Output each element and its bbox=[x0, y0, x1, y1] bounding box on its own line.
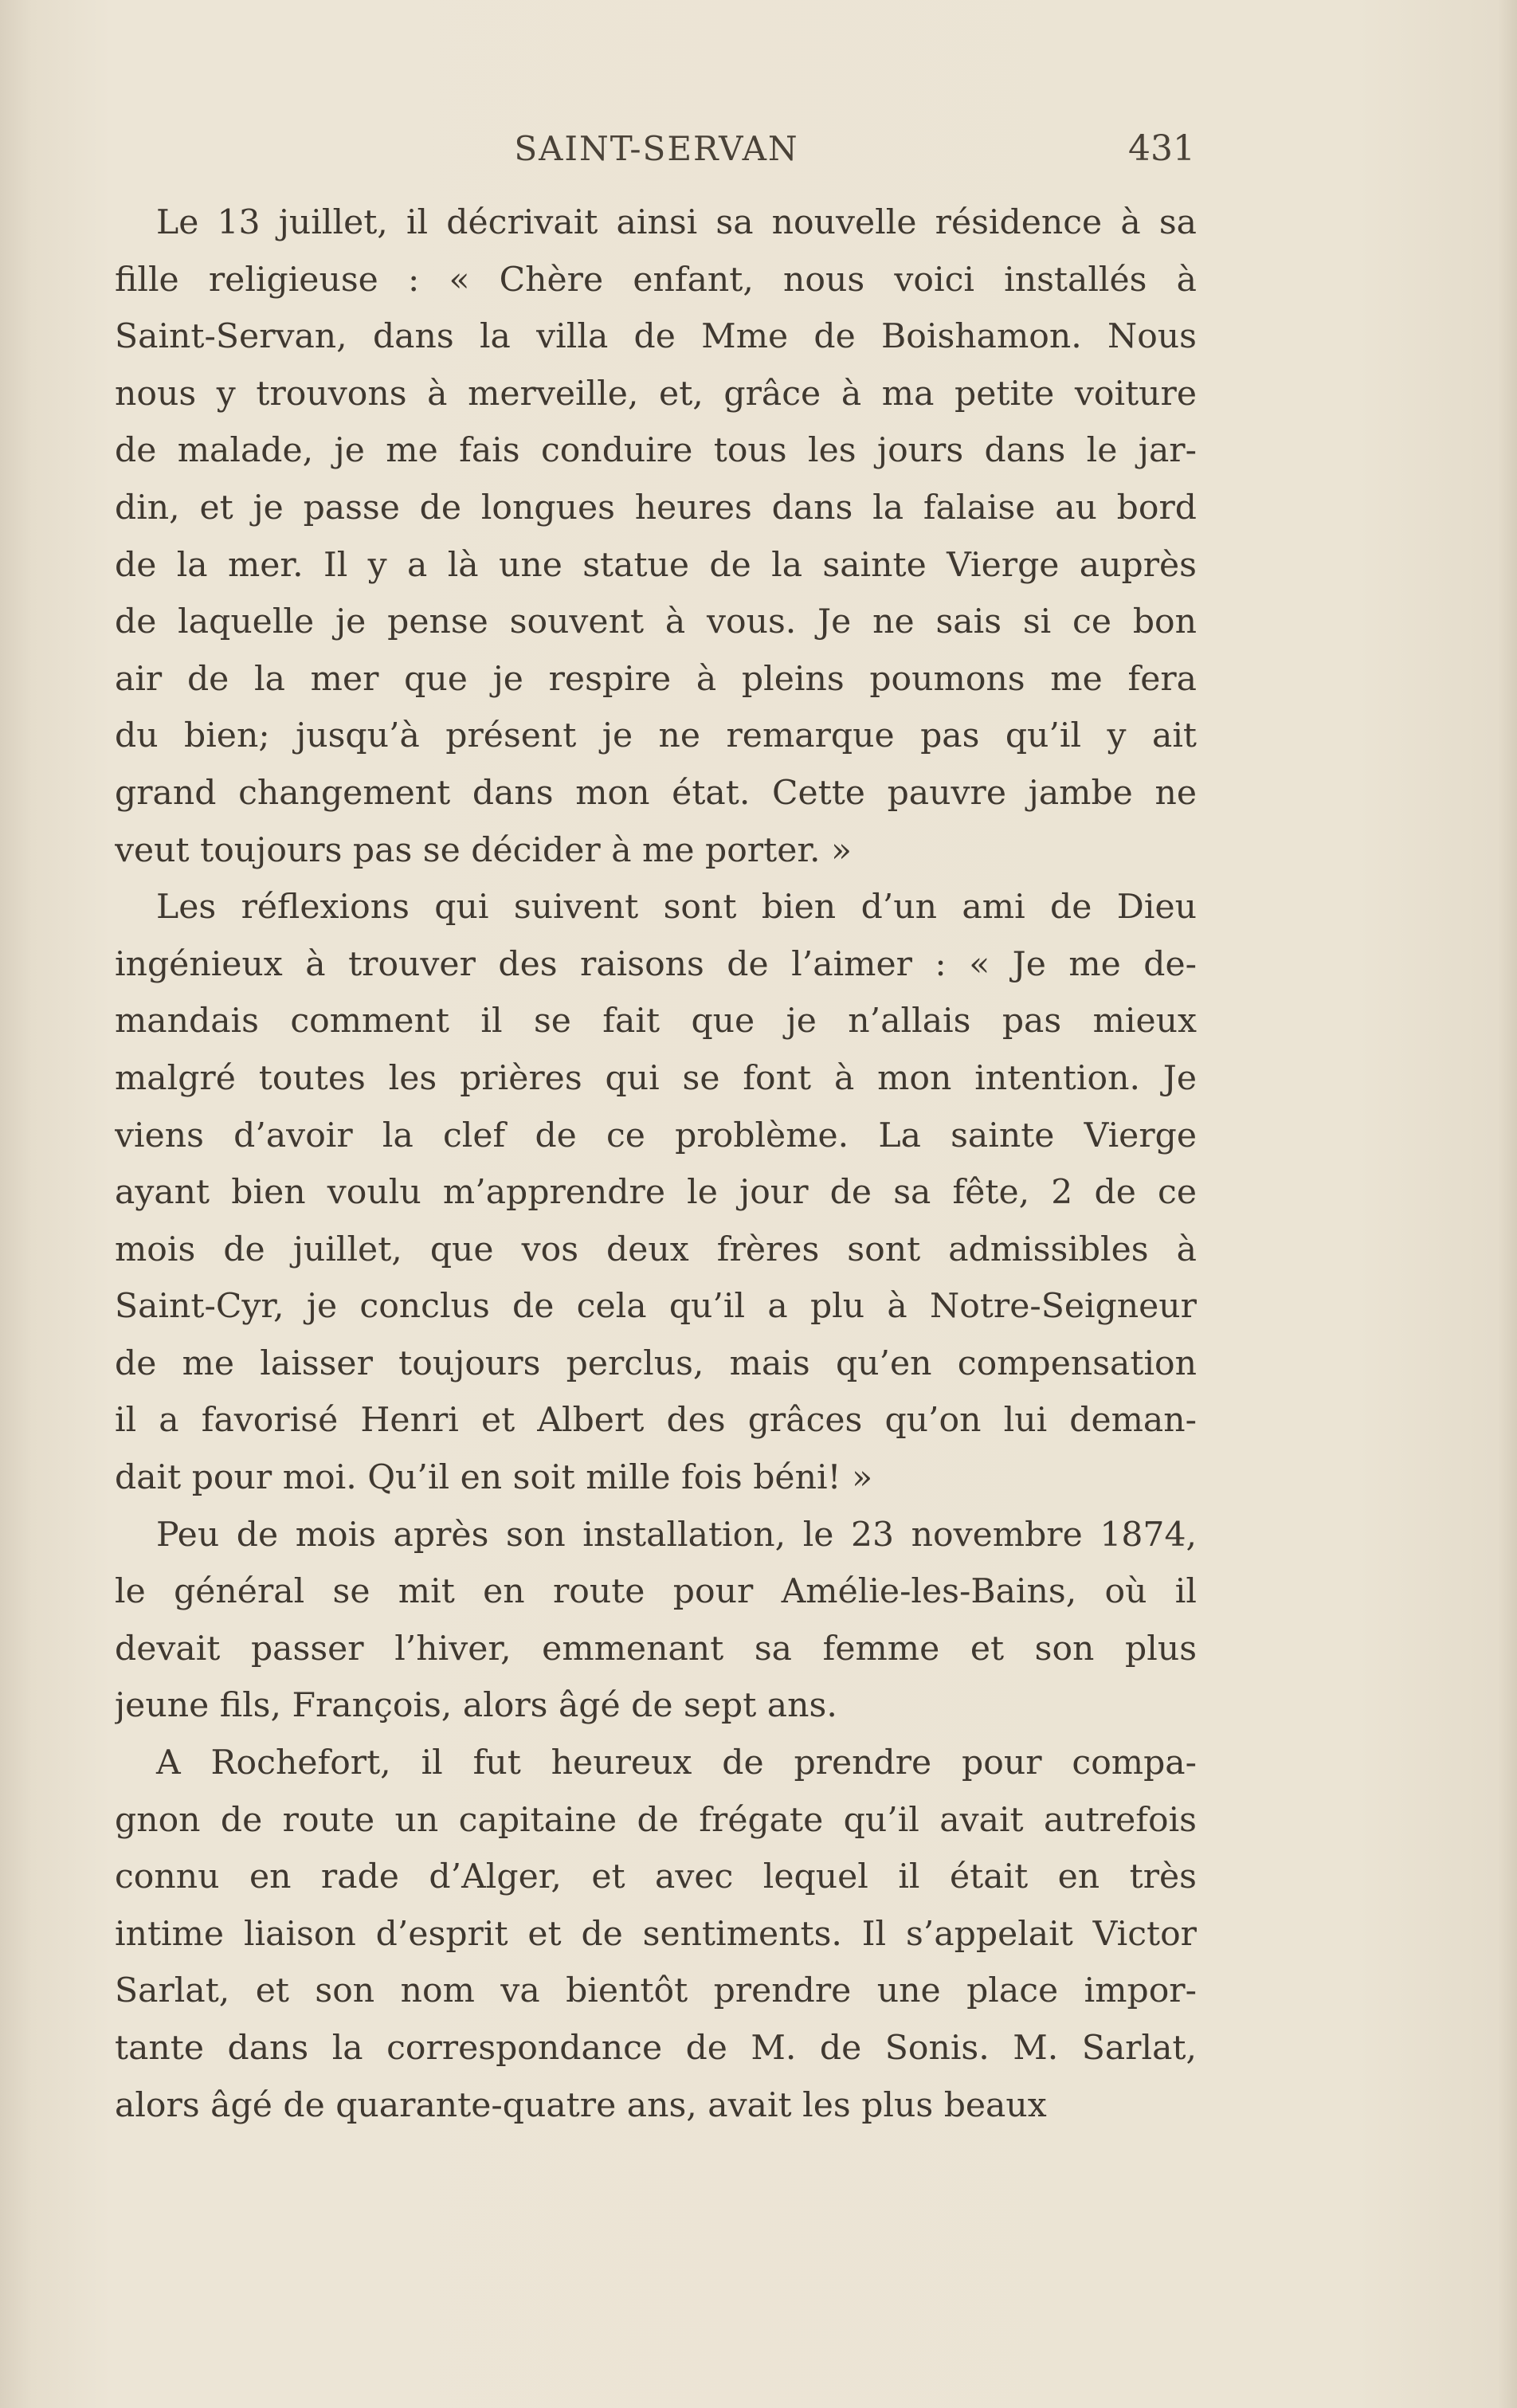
paragraph bbox=[115, 1735, 1197, 2134]
text-line: Les réflexions qui suivent sont bien d’un ami de Dieu bbox=[156, 888, 1197, 928]
text-line: connu en rade d’Alger, et avec lequel il était en très bbox=[115, 1857, 1197, 1897]
text-line: viens d’avoir la clef de ce problème. La sainte Vierge bbox=[115, 1116, 1197, 1155]
page-number: 431 bbox=[1128, 128, 1195, 169]
text-line: de laquelle je pense souvent à vous. Je ne sais si ce bon bbox=[115, 602, 1197, 642]
text-line: malgré toutes les prières qui se font à mon intention. Je bbox=[115, 1058, 1197, 1098]
text-line: din, et je passe de longues heures dans la falaise au bord bbox=[115, 488, 1197, 527]
text-line: nous y trouvons à merveille, et, grâce à ma petite voiture bbox=[115, 374, 1197, 414]
text-line: mois de juillet, que vos deux frères sont admissibles à bbox=[115, 1229, 1197, 1269]
text-line: jeune fils, François, alors âgé de sept ans. bbox=[115, 1686, 837, 1726]
text-line: de malade, je me fais conduire tous les jours dans le jar- bbox=[115, 431, 1197, 471]
text-line: intime liaison d’esprit et de sentiments. Il s’appelait Victor bbox=[115, 1914, 1197, 1954]
text-line: A Rochefort, il fut heureux de prendre pour compa- bbox=[156, 1743, 1197, 1783]
text-line: dait pour moi. Qu’il en soit mille fois béni! » bbox=[115, 1458, 873, 1498]
text-line: Saint-Servan, dans la villa de Mme de Boishamon. Nous bbox=[115, 317, 1197, 357]
text-line: fille religieuse : « Chère enfant, nous voici installés à bbox=[115, 260, 1197, 300]
paragraph bbox=[115, 1507, 1197, 1735]
text-line: de la mer. Il y a là une statue de la sainte Vierge auprès bbox=[115, 545, 1197, 585]
paragraph bbox=[115, 194, 1197, 879]
text-line: air de la mer que je respire à pleins poumons me fera bbox=[115, 659, 1197, 699]
text-line: Sarlat, et son nom va bientôt prendre une place impor- bbox=[115, 1971, 1197, 2011]
running-head bbox=[118, 121, 1195, 177]
text-line: mandais comment il se fait que je n’allais pas mieux bbox=[115, 1002, 1197, 1041]
body-text bbox=[115, 194, 1197, 2134]
text-line: ingénieux à trouver des raisons de l’aimer : « Je me de- bbox=[115, 944, 1197, 984]
text-line: Peu de mois après son installation, le 23 novembre 1874, bbox=[156, 1515, 1197, 1555]
text-line: de me laisser toujours perclus, mais qu’en compensation bbox=[115, 1343, 1197, 1383]
text-line: grand changement dans mon état. Cette pauvre jambe ne bbox=[115, 773, 1197, 813]
text-line: ayant bien voulu m’apprendre le jour de sa fête, 2 de ce bbox=[115, 1173, 1197, 1213]
text-line: il a favorisé Henri et Albert des grâces qu’on lui deman- bbox=[115, 1401, 1197, 1441]
text-line: tante dans la correspondance de M. de Sonis. M. Sarlat, bbox=[115, 2029, 1197, 2068]
text-line: gnon de route un capitaine de frégate qu’il avait autrefois bbox=[115, 1800, 1197, 1840]
text-line: Saint-Cyr, je conclus de cela qu’il a plu à Notre-Seigneur bbox=[115, 1287, 1197, 1327]
text-line: devait passer l’hiver, emmenant sa femme et son plus bbox=[115, 1629, 1197, 1669]
text-line: Le 13 juillet, il décrivait ainsi sa nouvelle résidence à sa bbox=[156, 203, 1197, 242]
text-line: alors âgé de quarante-quatre ans, avait les plus beaux bbox=[115, 2085, 1047, 2125]
text-line: le général se mit en route pour Amélie-les-Bains, où il bbox=[115, 1572, 1197, 1612]
running-title: SAINT-SERVAN bbox=[514, 129, 799, 168]
paragraph bbox=[115, 879, 1197, 1507]
text-line: du bien; jusqu’à présent je ne remarque pas qu’il y ait bbox=[115, 716, 1197, 756]
text-line: veut toujours pas se décider à me porter. » bbox=[115, 830, 853, 870]
